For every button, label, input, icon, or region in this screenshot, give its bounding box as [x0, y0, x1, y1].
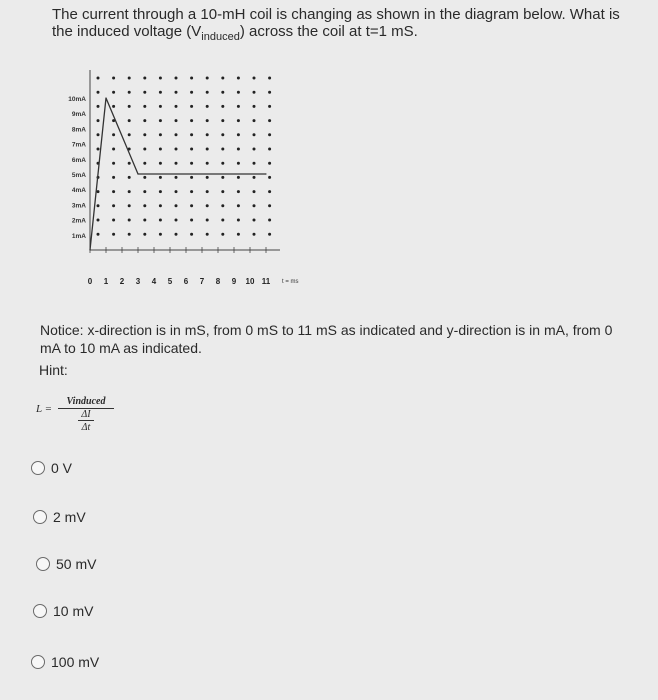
grid-dot [143, 133, 146, 136]
grid-dot [268, 105, 271, 108]
formula-inner-denominator: Δt [81, 422, 91, 433]
option-0v[interactable] [31, 460, 72, 476]
grid-dot [253, 105, 256, 108]
grid-dot [237, 119, 240, 122]
radio-button[interactable] [31, 655, 45, 669]
grid-dot [253, 204, 256, 207]
grid-dot [237, 233, 240, 236]
grid-dot [221, 133, 224, 136]
grid-dot [221, 219, 224, 222]
option-label: 100 mV [51, 654, 100, 670]
grid-dot [97, 190, 100, 193]
grid-dot [112, 77, 115, 80]
x-tick-label: 2 [119, 277, 125, 286]
grid-dot [128, 133, 131, 136]
grid-dot [206, 133, 209, 136]
option-50mv[interactable] [36, 556, 96, 572]
grid-dot [128, 204, 131, 207]
option-10mv[interactable] [33, 603, 93, 619]
grid-dot [206, 176, 209, 179]
current-chart-svg [38, 64, 308, 299]
radio-button[interactable] [33, 510, 47, 524]
y-tick-label: 7mA [71, 141, 86, 149]
grid-dot [143, 105, 146, 108]
grid-dot [221, 176, 224, 179]
x-tick-label: 8 [215, 277, 221, 286]
grid-dot [237, 148, 240, 151]
option-label: 10 mV [53, 603, 94, 619]
grid-dot [268, 91, 271, 94]
grid-dot [221, 190, 224, 193]
grid-dot [97, 77, 100, 80]
grid-dot [253, 162, 256, 165]
grid-dot [97, 105, 100, 108]
x-tick-label: 4 [151, 277, 157, 286]
grid-dot [159, 77, 162, 80]
grid-dot [175, 233, 178, 236]
option-2mv[interactable] [33, 509, 86, 525]
grid-dot [253, 91, 256, 94]
grid-dot [97, 119, 100, 122]
grid-dot [221, 148, 224, 151]
radio-button[interactable] [36, 557, 50, 571]
grid-dot [97, 204, 100, 207]
y-tick-label: 3mA [71, 202, 86, 210]
x-tick-label: 9 [231, 277, 237, 286]
grid-dot [97, 148, 100, 151]
grid-dot [221, 119, 224, 122]
grid-dot [190, 233, 193, 236]
radio-button[interactable] [31, 461, 45, 475]
grid-dot [175, 176, 178, 179]
x-tick-label: 3 [135, 277, 141, 286]
grid-dot [253, 190, 256, 193]
grid-dot [175, 133, 178, 136]
grid-dot [190, 77, 193, 80]
grid-dot [112, 176, 115, 179]
radio-button[interactable] [33, 604, 47, 618]
grid-dot [190, 204, 193, 207]
data-point [89, 249, 90, 250]
grid-dot [221, 91, 224, 94]
x-tick-label: 7 [199, 277, 205, 286]
grid-dot [237, 105, 240, 108]
grid-dot [112, 148, 115, 151]
grid-dot [268, 219, 271, 222]
grid-dot [175, 77, 178, 80]
grid-dot [175, 119, 178, 122]
grid-dot [237, 77, 240, 80]
current-chart [38, 64, 308, 299]
data-point [137, 173, 138, 174]
grid-dot [175, 105, 178, 108]
grid-dot [128, 91, 131, 94]
grid-dot [206, 148, 209, 151]
x-tick-label: 5 [167, 277, 173, 286]
grid-dot [237, 219, 240, 222]
grid-dot [175, 91, 178, 94]
grid-dot [159, 133, 162, 136]
grid-dot [128, 233, 131, 236]
grid-dot [221, 233, 224, 236]
grid-dot [268, 233, 271, 236]
grid-dot [128, 190, 131, 193]
grid-dot [253, 148, 256, 151]
grid-dot [112, 219, 115, 222]
y-tick-label: 8mA [71, 126, 86, 134]
grid-dot [206, 77, 209, 80]
grid-dot [128, 119, 131, 122]
grid-dot [112, 162, 115, 165]
x-tick-label: 6 [183, 277, 189, 286]
grid-dot [253, 219, 256, 222]
y-tick-label: 10mA [68, 96, 86, 103]
y-tick-label: 5mA [71, 172, 86, 179]
grid-dot [268, 133, 271, 136]
grid-dot [237, 176, 240, 179]
grid-dot [159, 233, 162, 236]
grid-dot [268, 162, 271, 165]
question-text-part1: The current through a 10-mH coil is changing as shown in the diagram below. What is the induced voltage (V [52, 6, 620, 40]
grid-dot [112, 133, 115, 136]
grid-dot [175, 204, 178, 207]
grid-dot [190, 148, 193, 151]
formula-inner-fraction-bar [78, 420, 94, 421]
y-tick-label: 1mA [71, 232, 86, 240]
grid-dot [253, 119, 256, 122]
option-label: 2 mV [53, 509, 86, 525]
grid-dot [143, 119, 146, 122]
grid-dot [190, 190, 193, 193]
x-tick-label: 1 [103, 277, 109, 286]
grid-dot [253, 133, 256, 136]
grid-dot [128, 219, 131, 222]
grid-dot [175, 219, 178, 222]
grid-dot [97, 133, 100, 136]
grid-dot [253, 77, 256, 80]
grid-dot [190, 119, 193, 122]
grid-dot [143, 91, 146, 94]
grid-dot [159, 204, 162, 207]
grid-dot [268, 119, 271, 122]
grid-dot [112, 105, 115, 108]
hint-label: Hint: [39, 362, 68, 378]
grid-dot [253, 233, 256, 236]
formula-lhs: L = [36, 403, 53, 415]
grid-dot [128, 176, 131, 179]
grid-dot [237, 204, 240, 207]
question-subscript: induced [201, 31, 240, 43]
grid-dot [97, 219, 100, 222]
grid-dot [128, 77, 131, 80]
grid-dot [159, 190, 162, 193]
question-text [52, 6, 642, 46]
grid-dot [143, 204, 146, 207]
grid-dot [268, 204, 271, 207]
option-100mv[interactable] [31, 654, 99, 670]
y-tick-label: 4mA [71, 187, 86, 195]
grid-dot [206, 190, 209, 193]
grid-dot [190, 162, 193, 165]
data-point [105, 97, 106, 98]
hint-formula [36, 393, 146, 443]
grid-dot [253, 176, 256, 179]
grid-dot [221, 105, 224, 108]
grid-dot [268, 77, 271, 80]
x-tick-label: 11 [261, 277, 271, 286]
grid-dot [206, 219, 209, 222]
option-label: 0 V [51, 460, 73, 476]
grid-dot [221, 77, 224, 80]
grid-dot [143, 77, 146, 80]
grid-dot [128, 105, 131, 108]
grid-dot [143, 219, 146, 222]
grid-dot [143, 162, 146, 165]
grid-dot [206, 119, 209, 122]
grid-dot [190, 219, 193, 222]
grid-dot [190, 133, 193, 136]
grid-dot [190, 176, 193, 179]
option-label: 50 mV [56, 556, 97, 572]
grid-dot [159, 91, 162, 94]
grid-dot [175, 148, 178, 151]
grid-dot [159, 119, 162, 122]
grid-dot [143, 176, 146, 179]
grid-dot [143, 233, 146, 236]
x-tick-label: 0 [87, 277, 93, 286]
y-tick-label: 6mA [71, 156, 86, 164]
grid-dot [237, 190, 240, 193]
grid-dot [159, 105, 162, 108]
grid-dot [268, 176, 271, 179]
grid-dot [112, 233, 115, 236]
grid-dot [112, 91, 115, 94]
grid-dot [112, 204, 115, 207]
formula-inner-numerator: ΔI [81, 409, 91, 420]
grid-dot [143, 190, 146, 193]
x-axis-label: t = ms [282, 279, 299, 285]
grid-dot [206, 162, 209, 165]
grid-dot [206, 91, 209, 94]
grid-dot [237, 162, 240, 165]
grid-dot [97, 233, 100, 236]
grid-dot [268, 148, 271, 151]
grid-dot [143, 148, 146, 151]
grid-dot [128, 162, 131, 165]
grid-dot [97, 91, 100, 94]
formula-numerator: Vinduced [66, 396, 106, 407]
grid-dot [206, 105, 209, 108]
grid-dot [159, 176, 162, 179]
grid-dot [190, 105, 193, 108]
grid-dot [159, 219, 162, 222]
notice-text: Notice: x-direction is in mS, from 0 mS to 11 mS as indicated and y-direction is in mA, from 0 mA to 10 mA as indicated. [40, 322, 613, 356]
question-text-part2: ) across the coil at t=1 mS. [239, 23, 418, 40]
grid-dot [221, 162, 224, 165]
grid-dot [112, 190, 115, 193]
grid-dot [206, 233, 209, 236]
grid-dot [175, 190, 178, 193]
grid-dot [159, 148, 162, 151]
grid-dot [175, 162, 178, 165]
grid-dot [221, 204, 224, 207]
grid-dot [190, 91, 193, 94]
grid-dot [159, 162, 162, 165]
grid-dot [237, 91, 240, 94]
grid-dot [268, 190, 271, 193]
y-tick-label: 2mA [71, 217, 86, 225]
grid-dot [206, 204, 209, 207]
data-point [265, 173, 266, 174]
y-tick-label: 9mA [71, 111, 86, 119]
grid-dot [237, 133, 240, 136]
x-tick-label: 10 [245, 277, 255, 286]
